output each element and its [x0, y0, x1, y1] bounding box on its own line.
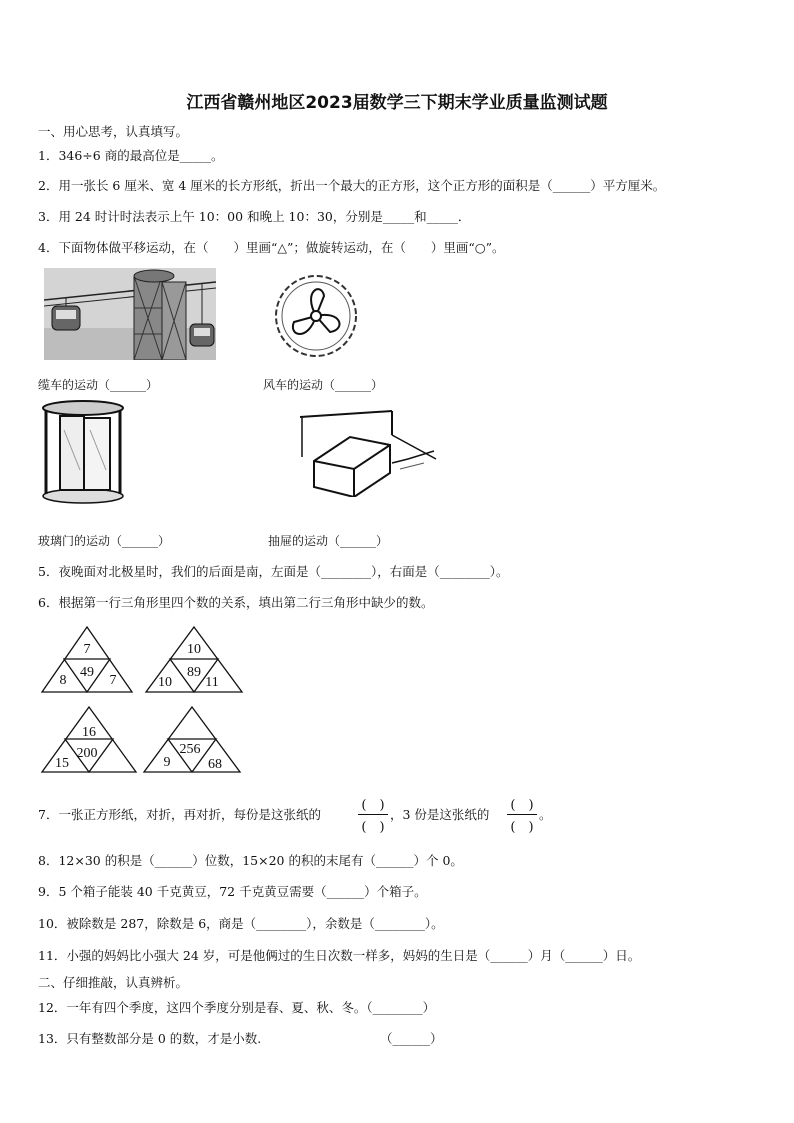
- revolving-door-image: [40, 400, 126, 506]
- question-13-blank: （______）: [380, 1031, 443, 1046]
- question-6: 6．根据第一行三角形里四个数的关系，填出第二行三角形中缺少的数。: [38, 595, 434, 610]
- caption-windmill: 风车的运动（______）: [263, 378, 384, 392]
- drawer-image: [300, 405, 440, 497]
- fraction-1-numerator: ( ): [361, 798, 385, 813]
- number-triangle-4: [142, 705, 242, 775]
- caption-drawer: 抽屉的运动（______）: [268, 534, 389, 548]
- question-11: 11．小强的妈妈比小强大 24 岁，可是他俩过的生日次数一样多，妈妈的生日是（______）月（______）日。: [38, 948, 641, 963]
- fraction-2-denominator: ( ): [510, 820, 534, 835]
- triangle-1-top: 7: [83, 642, 91, 657]
- triangle-3-top: 16: [82, 725, 96, 740]
- question-7-part3: 。: [539, 807, 552, 822]
- fan-image: [272, 270, 360, 362]
- number-triangle-3: [40, 705, 138, 775]
- question-12: 12．一年有四个季度，这四个季度分别是春、夏、秋、冬。（________）: [38, 1000, 436, 1015]
- page-title: 江西省赣州地区2023届数学三下期末学业质量监测试题: [186, 93, 608, 113]
- triangle-2-center: 89: [187, 665, 201, 680]
- triangle-1-center: 49: [80, 665, 94, 680]
- triangle-4-left: 9: [163, 755, 171, 770]
- triangle-1-right: 7: [109, 673, 117, 688]
- question-8: 8．12×30 的积是（______）位数，15×20 的积的末尾有（______）个 0。: [38, 853, 463, 868]
- caption-glass-door: 玻璃门的运动（______）: [38, 534, 171, 548]
- section-2-heading: 二、仔细推敲，认真辨析。: [38, 975, 189, 990]
- triangle-4-right: 68: [208, 757, 222, 772]
- section-1-heading: 一、用心思考，认真填写。: [38, 124, 189, 139]
- triangle-4-center: 256: [179, 742, 201, 757]
- fraction-2-numerator: ( ): [510, 798, 534, 813]
- triangle-3-left: 15: [55, 756, 69, 771]
- caption-cable-car: 缆车的运动（______）: [38, 378, 159, 392]
- question-9: 9．5 个箱子能装 40 千克黄豆，72 千克黄豆需要（______）个箱子。: [38, 884, 427, 899]
- fraction-1-denominator: ( ): [361, 820, 385, 835]
- triangle-2-right: 11: [205, 675, 219, 690]
- cable-car-image: [44, 268, 216, 360]
- fraction-blank-1: [356, 794, 390, 835]
- triangle-2-left: 10: [158, 675, 172, 690]
- number-triangle-1: [40, 625, 134, 695]
- question-7-part1: 7．一张正方形纸，对折，再对折，每份是这张纸的: [38, 807, 321, 822]
- question-1: 1．346÷6 商的最高位是_____。: [38, 148, 224, 163]
- question-2: 2．用一张长 6 厘米、宽 4 厘米的长方形纸，折出一个最大的正方形，这个正方形的面积是（______）平方厘米。: [38, 178, 666, 193]
- triangle-2-top: 10: [187, 642, 201, 657]
- question-13: 13．只有整数部分是 0 的数，才是小数.: [38, 1031, 262, 1046]
- number-triangle-2: [144, 625, 244, 695]
- question-3: 3．用 24 时计时法表示上午 10：00 和晚上 10：30，分别是_____和_____．: [38, 209, 471, 224]
- triangle-1-left: 8: [59, 673, 67, 688]
- question-7-part2: ，3 份是这张纸的: [390, 807, 490, 822]
- question-4: 4．下面物体做平移运动，在（ ）里画“△”；做旋转运动，在（ ）里画“○”。: [38, 240, 505, 255]
- triangle-3-center: 200: [76, 746, 98, 761]
- question-5: 5．夜晚面对北极星时，我们的后面是南，左面是（________），右面是（________）。: [38, 564, 509, 579]
- fraction-blank-2: [505, 794, 539, 835]
- question-10: 10．被除数是 287，除数是 6，商是（________），余数是（________）。: [38, 916, 444, 931]
